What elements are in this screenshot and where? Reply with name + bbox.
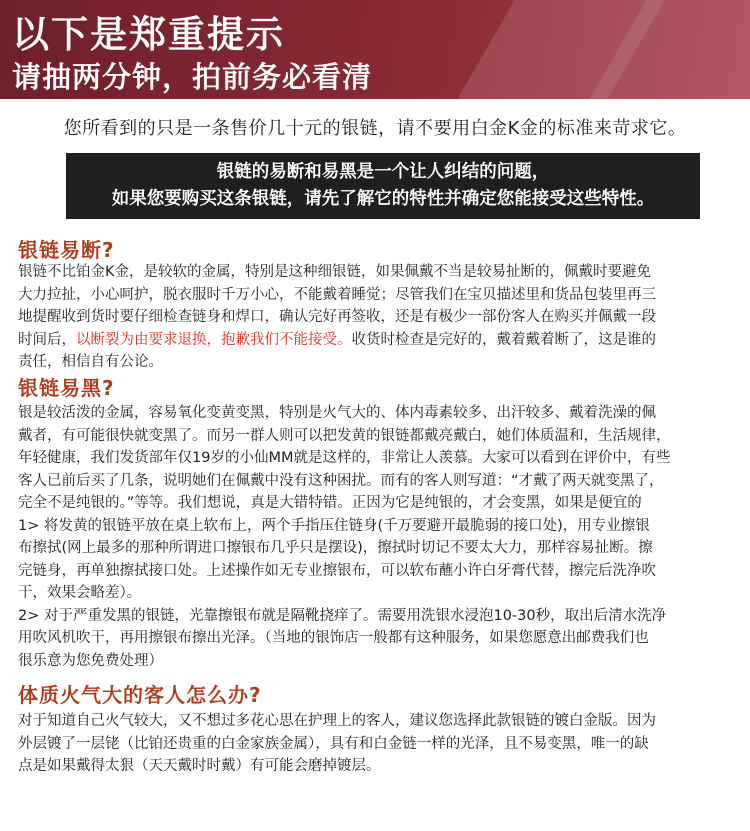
body-text: 收货时检查是完好的，戴着戴着断了，这是谁的 [351, 331, 656, 348]
body-line: 完全不是纯银的。”等等。我们想说，真是大错特错。正因为它是纯银的，才会变黑，如果是便宜的 [18, 495, 642, 511]
body-line: 银链不比铂金K金，是较软的金属，特别是这种细银链，如果佩戴不当是较易扯断的，佩戴时要避免 [18, 264, 652, 280]
lead-text: 您所看到的只是一条售价几十元的银链，请不要用白金K金的标准来苛求它。 [63, 118, 687, 139]
header-banner [0, 0, 750, 99]
body-line: 2> 对于严重发黑的银链，光靠擦银布就是隔靴挠痒了。需要用洗银水浸泡10-30秒，取出后清水洗净 [18, 607, 667, 624]
body-text: 时间后， [18, 331, 76, 348]
banner-decoration [434, 0, 750, 99]
banner-subtitle: 请抽两分钟，拍前务必看清 [12, 60, 373, 94]
section-title-hot: 体质火气大的客人怎么办? [18, 683, 262, 707]
body-line: 年轻健康，我们发货部年仅19岁的小仙MM就是这样的，非常让人羡慕。大家可以看到在评价中，有些 [18, 450, 671, 466]
body-line: 大力拉扯，小心呵护，脱衣服时千万小心，不能戴着睡觉；尽管我们在宝贝描述里和货品包装里再三 [18, 286, 656, 303]
notice-box [66, 153, 700, 219]
body-line: 外层镀了一层铑（比铂还贵重的白金家族金属），具有和白金链一样的光泽，且不易变黑，唯一的缺 [18, 735, 649, 752]
body-line: 干，效果会略差）。 [18, 585, 142, 601]
body-line: 责任，相信自有公论。 [18, 354, 163, 370]
body-line: 完链身，再单独擦拭接口处。上述操作如无专业擦银布，可以软布蘸小许白牙膏代替，擦完后洗净吹 [18, 562, 656, 579]
section-body-break [18, 261, 736, 374]
notice-line-2: 如果您要购买这条银链，请先了解它的特性并确定您能接受这些特性。 [111, 189, 655, 209]
notice-line-1: 银链的易断和易黑是一个让人纠结的问题， [216, 162, 550, 182]
body-line: 布擦拭(网上最多的那种所谓进口擦银布几乎只是摆设)，擦拭时切记不要太大力，那样容易扯断。擦 [18, 540, 653, 556]
body-line: 点是如果戴得太狠（天天戴时时戴）有可能会磨掉镀层。 [18, 758, 381, 774]
body-line: 很乐意为您免费处理） [18, 652, 163, 669]
warning-text: 以断裂为由要求退换，抱歉我们不能接受。 [76, 331, 352, 348]
body-line: 戴者，有可能很快就变黑了。而另一群人则可以把发黄的银链都戴亮戴白，她们体质温和，生活规律， [18, 427, 671, 444]
banner-title: 以下是郑重提示 [12, 12, 285, 56]
body-line: 银是较活泼的金属，容易氧化变黄变黑，特别是火气大的、体内毒素较多、出汗较多、戴着洗澡的佩 [18, 405, 656, 421]
section-title-black: 银链易黑? [18, 376, 115, 400]
section-title-break: 银链易断? [18, 238, 115, 262]
section-body-hot [18, 710, 736, 778]
body-line: 客人已前后买了几条，说明她们在佩戴中没有这种困扰。而有的客人则写道：“才戴了两天就变黑了， [18, 472, 664, 489]
body-line: 对于知道自己火气较大，又不想过多花心思在护理上的客人，建议您选择此款银链的镀白金版。因为 [18, 713, 656, 729]
body-line [18, 329, 736, 352]
section-body-black [18, 402, 736, 672]
body-line: 用吹风机吹干，再用擦银布擦出光泽。（当地的银饰店一般都有这种服务，如果您愿意出邮费我们也 [18, 630, 649, 646]
body-line: 地提醒收到货时要仔细检查链身和焊口，确认完好再签收，还是有极少一部份客人在购买并佩戴一段 [18, 309, 656, 325]
body-line: 1> 将发黄的银链平放在桌上软布上，两个手指压住链身(千万要避开最脆弱的接口处)，用专业擦银 [18, 517, 650, 534]
